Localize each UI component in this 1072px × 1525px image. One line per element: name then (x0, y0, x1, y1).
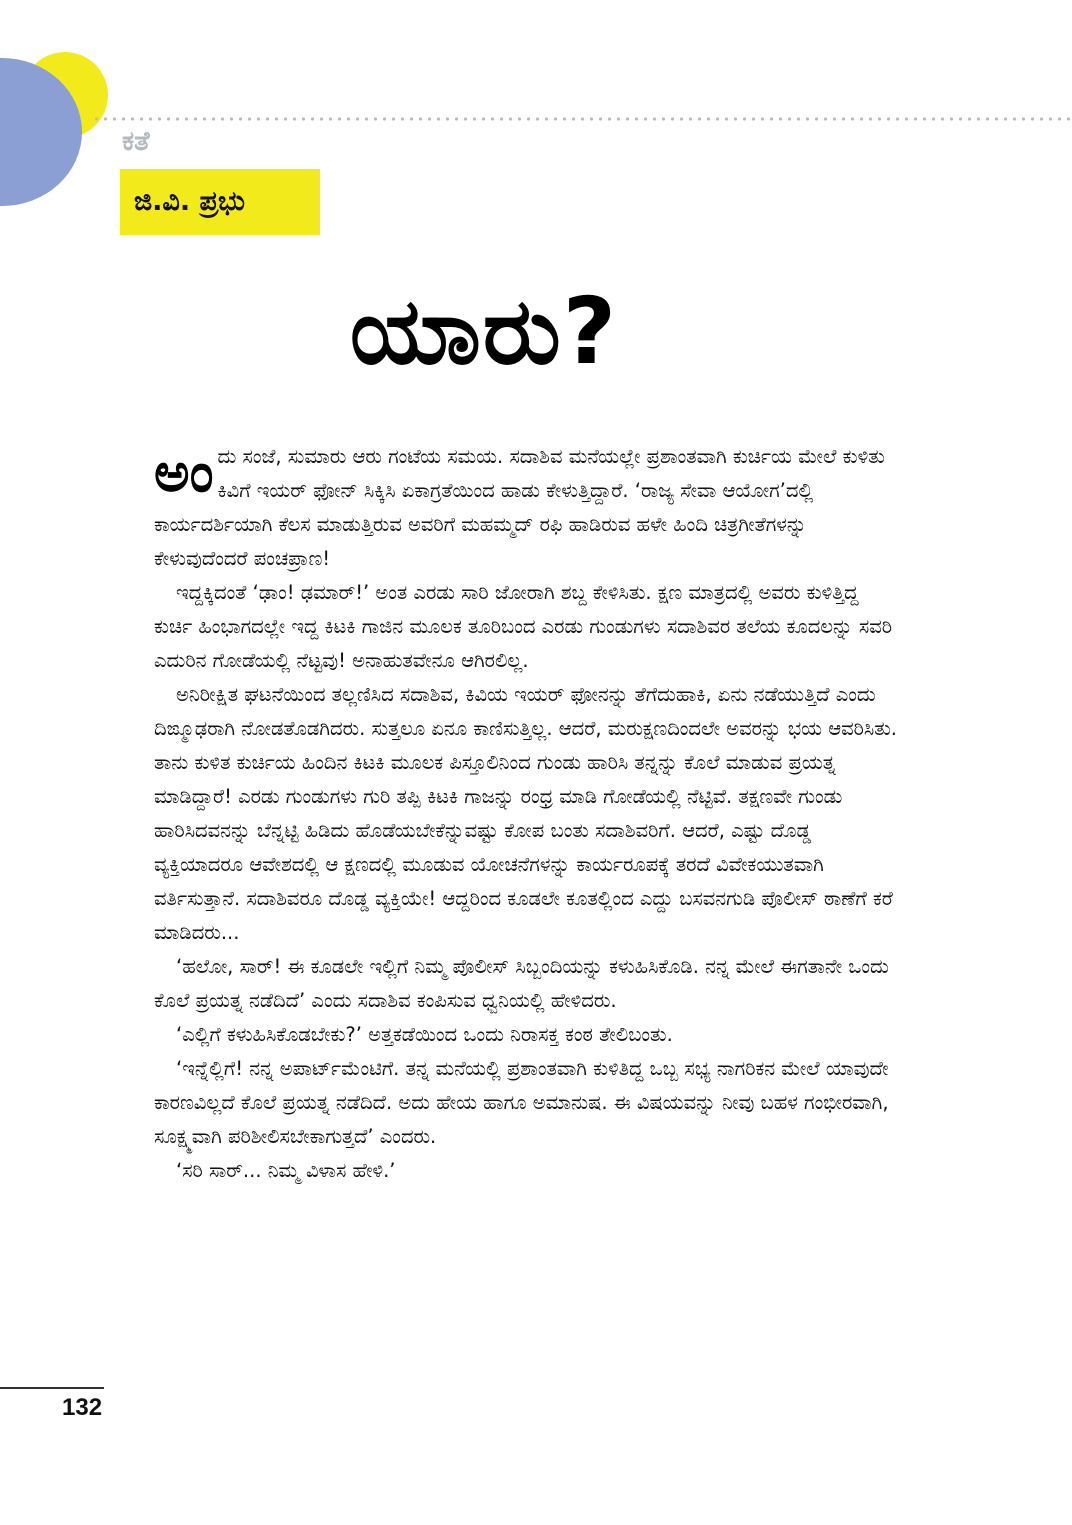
story-paragraph: ಇದ್ದಕ್ಕಿದಂತೆ ‘ಢಾಂ! ಢಮಾರ್!’ ಅಂತ ಎರಡು ಸಾರಿ ಜೋರಾಗಿ ಶಬ್ದ ಕೇಳಿಸಿತು. ಕ್ಷಣ ಮಾತ್ರದಲ್ಲಿ ಅವರು ಕುಳಿತ್ತಿದ್ದ ಕುರ್ಚಿ ಹಿಂಭಾಗದಲ್ಲೇ ಇದ್ದ ಕಿಟಕಿ ಗಾಜಿನ ಮೂಲಕ ತೂರಿಬಂದ ಎರಡು ಗುಂಡುಗಳು ಸದಾಶಿವರ ತಲೆಯ ಕೂದಲನ್ನು ಸವರಿ ಎದುರಿನ ಗೋಡೆಯಲ್ಲಿ ನೆಟ್ಟವು! ಅನಾಹುತವೇನೂ ಆಗಿರಲಿಲ್ಲ. (154, 581, 893, 672)
story-paragraph: ಅನಿರೀಕ್ಷಿತ ಘಟನೆಯಿಂದ ತಲ್ಲಣಿಸಿದ ಸದಾಶಿವ, ಕಿವಿಯ ಇಯರ್ ಫೋನನ್ನು ತೆಗೆದುಹಾಕಿ, ಏನು ನಡೆಯುತ್ತಿದೆ ಎಂದು ದಿಙ್ಮೂಢರಾಗಿ ನೋಡತೊಡಗಿದರು. ಸುತ್ತಲೂ ಏನೂ ಕಾಣಿಸುತ್ತಿಲ್ಲ. ಆದರೆ, ಮರುಕ್ಷಣದಿಂದಲೇ ಅವರನ್ನು ಭಯ ಆವರಿಸಿತು. ತಾನು ಕುಳಿತ ಕುರ್ಚಿಯ ಹಿಂದಿನ ಕಿಟಕಿ ಮೂಲಕ ಪಿಸ್ತೂಲಿನಿಂದ ಗುಂಡು ಹಾರಿಸಿ ತನ್ನನ್ನು ಕೊಲೆ ಮಾಡುವ ಪ್ರಯತ್ನ ಮಾಡಿದ್ದಾರೆ! ಎರಡು ಗುಂಡುಗಳು ಗುರಿ ತಪ್ಪಿ ಕಿಟಕಿ ಗಾಜನ್ನು ರಂಧ್ರ ಮಾಡಿ ಗೋಡೆಯಲ್ಲಿ ನೆಟ್ಟಿವೆ. ತಕ್ಷಣವೇ ಗುಂಡು ಹಾರಿಸಿದವನನ್ನು ಬೆನ್ನಟ್ಟಿ ಹಿಡಿದು ಹೊಡೆಯಬೇಕೆನ್ನುವಷ್ಟು ಕೋಪ ಬಂತು ಸದಾಶಿವರಿಗೆ. ಆದರೆ, ಎಷ್ಟು ದೊಡ್ಡ ವ್ಯಕ್ತಿಯಾದರೂ ಆವೇಶದಲ್ಲಿ ಆ ಕ್ಷಣದಲ್ಲಿ ಮೂಡುವ ಯೋಚನೆಗಳನ್ನು ಕಾರ್ಯರೂಪಕ್ಕೆ ತರದೆ ವಿವೇಕಯುತವಾಗಿ ವರ್ತಿಸುತ್ತಾನೆ. ಸದಾಶಿವರೂ ದೊಡ್ಡ ವ್ಯಕ್ತಿಯೇ! ಆದ್ದರಿಂದ ಕೂಡಲೇ ಕೂತಲ್ಲಿಂದ ಎದ್ದು ಬಸವನಗುಡಿ ಪೊಲೀಸ್ ಠಾಣೆಗೆ ಕರೆ ಮಾಡಿದರು... (154, 683, 897, 944)
paragraph-text: ದು ಸಂಜೆ, ಸುಮಾರು ಆರು ಗಂಟೆಯ ಸಮಯ. ಸದಾಶಿವ ಮನೆಯಲ್ಲೇ ಪ್ರಶಾಂತವಾಗಿ ಕುರ್ಚಿಯ ಮೇಲೆ ಕುಳಿತು ಕಿವಿಗೆ ಇಯರ್ ಫೋನ್ ಸಿಕ್ಕಿಸಿ ಏಕಾಗ್ರತೆಯಿಂದ ಹಾಡು ಕೇಳುತ್ತಿದ್ದಾರೆ. ‘ರಾಜ್ಯ ಸೇವಾ ಆಯೋಗ’ದಲ್ಲಿ ಕಾರ್ಯದರ್ಶಿಯಾಗಿ ಕೆಲಸ ಮಾಡುತ್ತಿರುವ ಅವರಿಗೆ ಮಹಮ್ಮದ್ ರಫಿ ಹಾಡಿರುವ ಹಳೇ ಹಿಂದಿ ಚಿತ್ರಗೀತೆಗಳನ್ನು ಕೇಳುವುದೆಂದರೆ ಪಂಚಪ್ರಾಣ! (154, 445, 885, 570)
story-paragraph (154, 440, 902, 576)
story-paragraph: ‘ಹಲೋ, ಸಾರ್! ಈ ಕೂಡಲೇ ಇಲ್ಲಿಗೆ ನಿಮ್ಮ ಪೊಲೀಸ್ ಸಿಬ್ಬಂದಿಯನ್ನು ಕಳುಹಿಸಿಕೊಡಿ. ನನ್ನ ಮೇಲೆ ಈಗತಾನೇ ಒಂದು ಕೊಲೆ ಪ್ರಯತ್ನ ನಡೆದಿದೆ’ ಎಂದು ಸದಾಶಿವ ಕಂಪಿಸುವ ಧ್ವನಿಯಲ್ಲಿ ಹೇಳಿದರು. (154, 955, 889, 1012)
author-name: ಜಿ.ವಿ. ಪ್ರಭು (134, 186, 245, 217)
story-title: ಯಾರು? (349, 278, 619, 385)
story-paragraph: ‘ಇನ್ನೆಲ್ಲಿಗೆ! ನನ್ನ ಅಪಾರ್ಟ್‌ಮೆಂಟಿಗೆ. ತನ್ನ ಮನೆಯಲ್ಲಿ ಪ್ರಶಾಂತವಾಗಿ ಕುಳಿತಿದ್ದ ಒಬ್ಬ ಸಭ್ಯ ನಾಗರಿಕನ ಮೇಲೆ ಯಾವುದೇ ಕಾರಣವಿಲ್ಲದೆ ಕೊಲೆ ಪ್ರಯತ್ನ ನಡೆದಿದೆ. ಅದು ಹೇಯ ಹಾಗೂ ಅಮಾನುಷ. ಈ ವಿಷಯವನ್ನು ನೀವು ಬಹಳ ಗಂಭೀರವಾಗಿ, ಸೂಕ್ಷ್ಮವಾಗಿ ಪರಿಶೀಲಿಸಬೇಕಾಗುತ್ತದೆ’ ಎಂದರು. (154, 1057, 889, 1148)
dotted-header-rule (92, 117, 1072, 121)
drop-cap: ಅಂ (154, 441, 214, 504)
story-paragraph: ‘ಸರಿ ಸಾರ್... ನಿಮ್ಮ ವಿಳಾಸ ಹೇಳಿ.’ (176, 1159, 396, 1182)
footer-rule (0, 1387, 104, 1389)
story-body (154, 440, 902, 1188)
section-label: ಕತೆ (122, 126, 150, 157)
page-number: 132 (62, 1394, 103, 1421)
story-paragraph: ‘ಎಲ್ಲಿಗೆ ಕಳುಹಿಸಿಕೊಡಬೇಕು?’ ಅತ್ತಕಡೆಯಿಂದ ಒಂದು ನಿರಾಸಕ್ತ ಕಂಠ ತೇಲಿಬಂತು. (176, 1023, 673, 1046)
author-banner (120, 169, 320, 235)
